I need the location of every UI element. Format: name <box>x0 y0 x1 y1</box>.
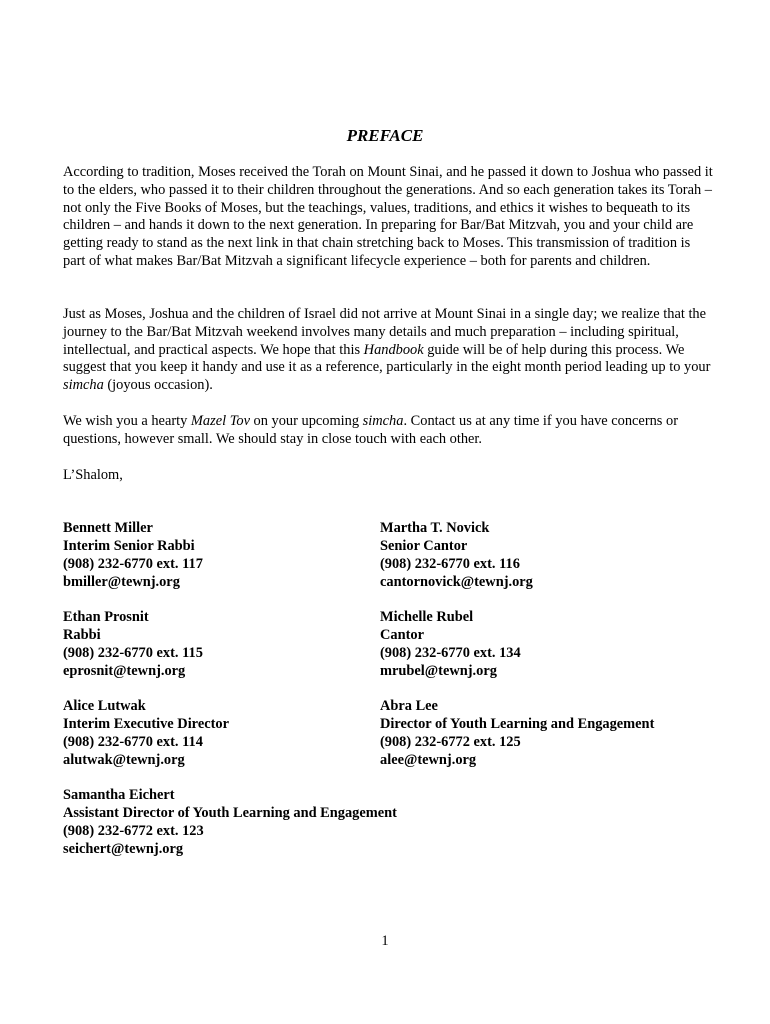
contact-phone: (908) 232-6770 ext. 114 <box>63 733 203 750</box>
contact-title: Cantor <box>380 626 424 643</box>
contact-card <box>63 520 380 609</box>
contact-name: Bennett Miller <box>63 520 153 536</box>
text-run: Just as Moses, Joshua and the children of Israel did not arrive at Mount Sinai in a single day; we realize that the journey to the Bar/Bat Mitzvah weekend involves many details and much preparation – including spiritual, intellectual, and practical aspects. We hope that this <box>63 306 707 358</box>
contact-card <box>63 698 380 787</box>
page-number: 1 <box>381 933 389 949</box>
contact-email: alutwak@tewnj.org <box>63 751 185 768</box>
preface-paragraph-2 <box>63 306 713 395</box>
contact-name: Alice Lutwak <box>63 698 146 714</box>
contact-row <box>63 520 743 609</box>
contact-email: alee@tewnj.org <box>380 751 477 768</box>
page-title: PREFACE <box>346 126 424 145</box>
contact-name: Martha T. Novick <box>380 520 490 536</box>
text-run: We wish you a hearty <box>63 413 191 429</box>
preface-paragraph-3 <box>63 413 713 449</box>
contact-name: Michelle Rubel <box>380 609 474 625</box>
contact-email: seichert@tewnj.org <box>63 840 184 857</box>
contact-name: Samantha Eichert <box>63 787 175 803</box>
contact-email: cantornovick@tewnj.org <box>380 573 533 590</box>
italic-simcha: simcha <box>362 413 404 429</box>
contact-name: Abra Lee <box>380 698 438 714</box>
italic-mazel-tov: Mazel Tov <box>190 413 250 429</box>
contact-title: Interim Executive Director <box>63 715 229 732</box>
contact-directory <box>63 520 743 876</box>
contact-row <box>63 698 743 787</box>
contact-email: mrubel@tewnj.org <box>380 662 497 679</box>
preface-paragraph-1 <box>63 164 713 271</box>
contact-phone: (908) 232-6772 ext. 125 <box>380 733 521 750</box>
contact-title: Director of Youth Learning and Engagement <box>380 715 655 732</box>
text-run: (joyous occasion). <box>103 377 213 394</box>
contact-phone: (908) 232-6770 ext. 117 <box>63 555 203 572</box>
contact-email: bmiller@tewnj.org <box>63 573 180 590</box>
contact-title: Interim Senior Rabbi <box>63 537 195 554</box>
contact-phone: (908) 232-6770 ext. 134 <box>380 644 521 661</box>
contact-row <box>63 787 743 876</box>
text-run: on your upcoming <box>249 413 363 429</box>
contact-card <box>380 609 697 698</box>
contact-title: Assistant Director of Youth Learning and Engagement <box>63 804 397 821</box>
contact-card <box>63 609 380 698</box>
paragraph-text <box>63 413 713 449</box>
contact-phone: (908) 232-6772 ext. 123 <box>63 822 204 839</box>
text-run: guide will be of help during this process. We suggest that you keep it handy and use it as a reference, particularly in the eight month period leading up to your <box>63 341 711 376</box>
text-run: . Contact us at any time if you have concerns or questions, however small. We should stay in close touch with each other. <box>63 413 678 447</box>
paragraph-text <box>63 306 713 395</box>
contact-email: eprosnit@tewnj.org <box>63 662 186 679</box>
contact-phone: (908) 232-6770 ext. 116 <box>380 555 520 572</box>
contact-row <box>63 609 743 698</box>
contact-card <box>380 520 697 609</box>
contact-phone: (908) 232-6770 ext. 115 <box>63 644 203 661</box>
italic-simcha: simcha <box>63 377 104 394</box>
contact-card <box>380 698 697 787</box>
contact-title: Senior Cantor <box>380 537 468 554</box>
closing-salutation: L’Shalom, <box>63 467 123 483</box>
contact-name: Ethan Prosnit <box>63 609 149 625</box>
contact-title: Rabbi <box>63 626 101 643</box>
italic-handbook: Handbook <box>363 341 424 358</box>
paragraph-text: According to tradition, Moses received the Torah on Mount Sinai, and he passed it down to Joshua who passed it to the elders, who passed it to their children throughout the generations. And so each generation takes its Torah – not only the Five Books of Moses, but the teachings, values, traditions, and ethics it wishes to bequeath to its children – and hands it down to the next generation. In preparing for Bar/Bat Mitzvah, you and your child are getting ready to stand as the next link in that chain stretching back to Moses. This transmission of tradition is part of what makes Bar/Bat Mitzvah a significant lifecycle experience – both for parents and children. <box>63 164 713 269</box>
contact-card <box>63 787 397 876</box>
